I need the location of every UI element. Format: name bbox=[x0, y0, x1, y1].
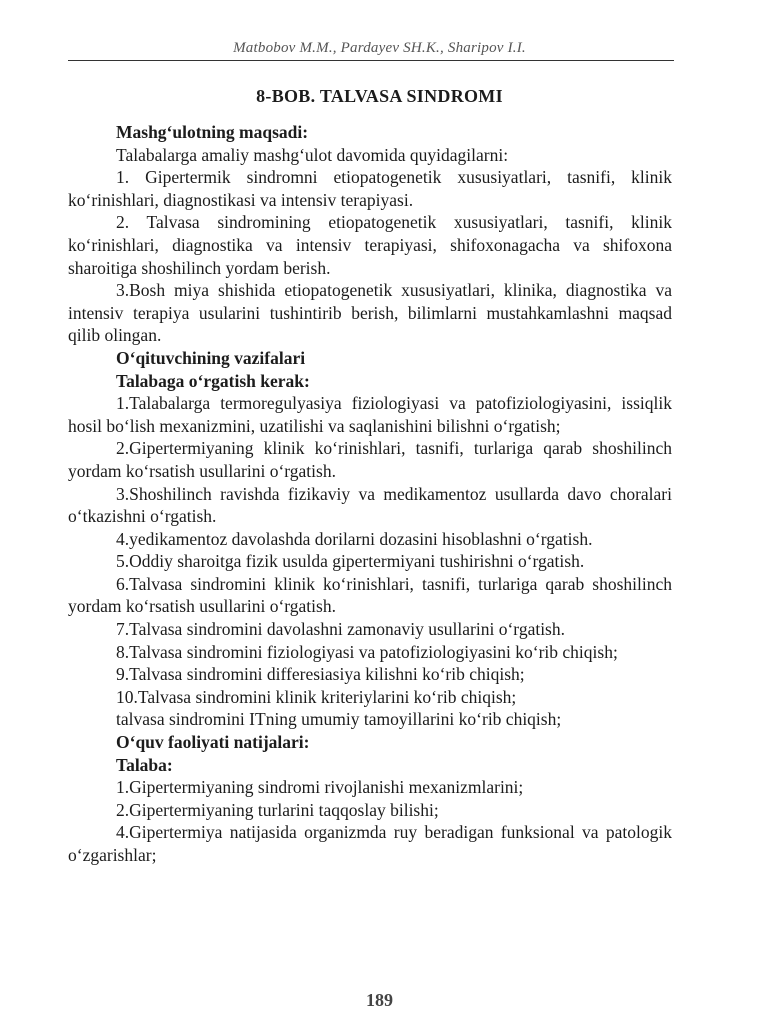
running-header: Matbobov M.M., Pardayev SH.K., Sharipov I.I. bbox=[233, 40, 526, 56]
goal-heading: Mashg‘ulotning maqsadi: bbox=[116, 122, 309, 142]
teach-item: 9.Talvasa sindromini differesiasiya kilishni ko‘rib chiqish; bbox=[116, 664, 525, 685]
student-item: 1.Gipertermiyaning sindromi rivojlanishi mexanizmlarini; bbox=[116, 777, 524, 798]
teach-item: talvasa sindromini ITning umumiy tamoyillarini ko‘rib chiqish; bbox=[116, 709, 562, 730]
teach-item: 4.yedikamentoz davolashda dorilarni dozasini hisoblashni o‘rgatish. bbox=[116, 528, 593, 549]
teach-item: 7.Talvasa sindromini davolashni zamonaviy usullarini o‘rgatish. bbox=[116, 619, 565, 640]
teach-item: 2.Gipertermiyaning klinik ko‘rinishlari, tasnifi, turlariga qarab shoshilinch yordam ko‘rsatish usullarini o‘rgatish. bbox=[68, 438, 672, 481]
header-divider bbox=[68, 60, 674, 61]
teach-item: 8.Talvasa sindromini fiziologiyasi va patofiziologiyasini ko‘rib chiqish; bbox=[116, 641, 618, 662]
student-heading: Talaba: bbox=[116, 754, 173, 775]
teach-item: 6.Talvasa sindromini klinik ko‘rinishlari, tasnifi, turlariga qarab shoshilinch yordam ko‘rsatish usullarini o‘rgatish. bbox=[68, 573, 672, 617]
results-heading: O‘quv faoliyati natijalari: bbox=[116, 732, 310, 753]
goal-item: 3.Bosh miya shishida etiopatogenetik xususiyatlari, klinika, diagnostika va intensiv terapiya usularini tushintirib berish, bilimlarni mustahkamlashni maqsad qilib olingan. bbox=[68, 280, 672, 346]
student-item: 2.Gipertermiyaning turlarini taqqoslay bilishi; bbox=[116, 799, 439, 820]
student-item: 4.Gipertermiya natijasida organizmda ruy beradigan funksional va patologik o‘zgarishlar; bbox=[68, 822, 672, 865]
teach-item: 3.Shoshilinch ravishda fizikaviy va medikamentoz usullarda davo choralari o‘tkazishni o‘rgatish. bbox=[68, 483, 672, 527]
goal-item: 1. Gipertermik sindromni etiopatogenetik xususiyatlari, tasnifi, klinik ko‘rinishlari, diagnostikasi va intensiv terapiyasi. bbox=[68, 167, 672, 210]
goal-intro: Talabalarga amaliy mashg‘ulot davomida quyidagilarni: bbox=[116, 144, 509, 165]
goal-item: 2. Talvasa sindromining etiopatogenetik xususiyatlari, tasnifi, klinik ko‘rinishlari, diagnostika va intensiv terapiyasi, shifoxonagacha va shifoxona sharoitiga shoshilinch yordam berish. bbox=[68, 212, 672, 278]
chapter-title: 8-BOB. TALVASA SINDROMI bbox=[256, 86, 503, 106]
page-number: 189 bbox=[366, 990, 393, 1010]
teacher-heading: O‘qituvchining vazifalari bbox=[116, 347, 306, 368]
teach-item: 5.Oddiy sharoitga fizik usulda gipertermiyani tushirishni o‘rgatish. bbox=[116, 551, 585, 572]
page-body bbox=[68, 121, 672, 867]
teach-heading: Talabaga o‘rgatish kerak: bbox=[116, 370, 310, 391]
teach-item: 1.Talabalarga termoregulyasiya fiziologiyasi va patofiziologiyasini, issiqlik hosil bo‘lish mexanizmini, uzatilishi va saqlanishini bilishni o‘rgatish; bbox=[68, 393, 672, 436]
teach-item: 10.Talvasa sindromini klinik kriteriylarini ko‘rib chiqish; bbox=[116, 686, 517, 707]
